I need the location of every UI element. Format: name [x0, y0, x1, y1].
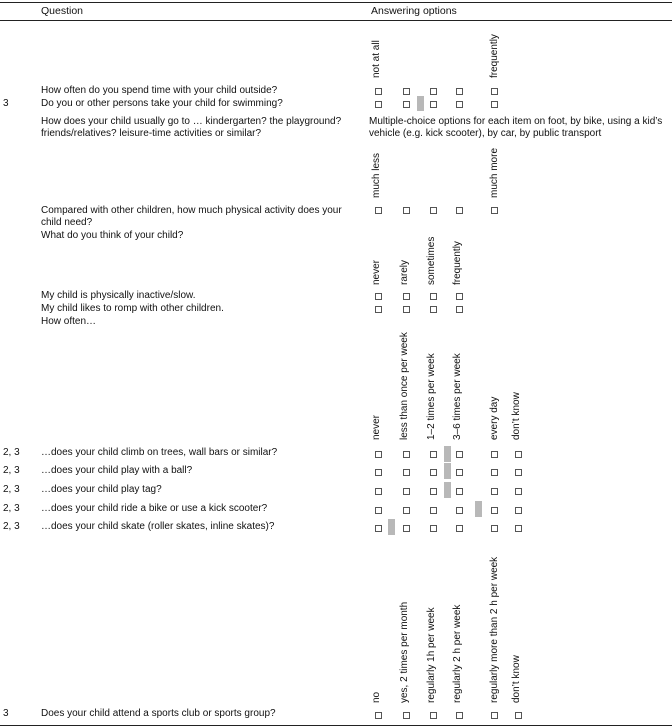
answer-checkbox[interactable]: [515, 488, 522, 495]
scale-label-less-than-once: less than once per week: [399, 332, 410, 440]
answer-checkbox[interactable]: [456, 101, 463, 108]
answer-checkbox[interactable]: [430, 507, 437, 514]
scale-label-no: no: [371, 691, 382, 703]
question-row: Compared with other children, how much physical activity does your child need?: [41, 205, 342, 228]
scale-label-regularly-2h: regularly 2 h per week: [452, 604, 463, 703]
scale-label-regularly-1h: regularly 1h per week: [426, 607, 437, 703]
question-row: …does your child climb on trees, wall bars or similar?: [41, 447, 278, 458]
scale-label-never: never: [371, 414, 382, 440]
answer-checkbox[interactable]: [403, 451, 410, 458]
question-row: …does your child play tag?: [41, 484, 162, 495]
bottom-rule: [0, 725, 672, 726]
scale-label-every-day: every day: [489, 396, 500, 440]
answer-checkbox[interactable]: [403, 507, 410, 514]
question-row: My child likes to romp with other children.: [41, 303, 224, 314]
scale-label-3-6-times: 3–6 times per week: [452, 353, 463, 440]
answer-checkbox[interactable]: [403, 525, 410, 532]
answer-checkbox[interactable]: [430, 712, 437, 719]
answer-checkbox[interactable]: [430, 306, 437, 313]
question-row: …does your child skate (roller skates, inline skates)?: [41, 521, 275, 532]
scale-label-frequently: frequently: [489, 34, 500, 78]
top-rule: [0, 2, 672, 3]
response-mark: [388, 519, 395, 535]
answer-checkbox[interactable]: [456, 88, 463, 95]
question-row: My child is physically inactive/slow.: [41, 290, 196, 301]
answering-options-header: Answering options: [371, 5, 457, 17]
answer-checkbox[interactable]: [456, 507, 463, 514]
answer-checkbox[interactable]: [515, 451, 522, 458]
answer-checkbox[interactable]: [430, 525, 437, 532]
question-row: How does your child usually go to … kindergarten? the playground? friends/relatives? leisure-time activities or similar?: [41, 116, 342, 139]
question-row: How often do you spend time with your child outside?: [41, 85, 278, 96]
answer-checkbox[interactable]: [491, 88, 498, 95]
question-row: Does your child attend a sports club or sports group?: [41, 708, 276, 719]
answer-checkbox[interactable]: [515, 525, 522, 532]
answer-checkbox[interactable]: [375, 488, 382, 495]
answer-checkbox[interactable]: [375, 101, 382, 108]
answer-checkbox[interactable]: [403, 207, 410, 214]
answer-checkbox[interactable]: [375, 451, 382, 458]
answer-checkbox[interactable]: [491, 507, 498, 514]
answer-checkbox[interactable]: [491, 488, 498, 495]
hypothesis-number: 2, 3: [3, 447, 20, 458]
answer-checkbox[interactable]: [430, 88, 437, 95]
response-mark: [444, 463, 451, 479]
answer-checkbox[interactable]: [491, 712, 498, 719]
header-rule: [0, 20, 672, 21]
hypothesis-number: 3: [3, 708, 9, 719]
hypothesis-number: 2, 3: [3, 465, 20, 476]
answer-checkbox[interactable]: [403, 488, 410, 495]
scale-label-much-more: much more: [489, 147, 500, 198]
answer-checkbox[interactable]: [403, 293, 410, 300]
answer-checkbox[interactable]: [456, 525, 463, 532]
scale-label-never: never: [371, 259, 382, 285]
answer-checkbox[interactable]: [430, 293, 437, 300]
scale-label-not-at-all: not at all: [371, 40, 382, 78]
answer-checkbox[interactable]: [403, 469, 410, 476]
answer-checkbox[interactable]: [375, 207, 382, 214]
question-row: Do you or other persons take your child for swimming?: [41, 98, 283, 109]
answer-checkbox[interactable]: [491, 451, 498, 458]
answer-checkbox[interactable]: [375, 507, 382, 514]
scale-label-rarely: rarely: [399, 259, 410, 285]
answer-checkbox[interactable]: [456, 469, 463, 476]
answer-checkbox[interactable]: [375, 88, 382, 95]
answer-checkbox[interactable]: [430, 207, 437, 214]
question-row: …does your child play with a ball?: [41, 465, 193, 476]
answer-checkbox[interactable]: [403, 101, 410, 108]
response-mark: [475, 501, 482, 517]
question-row: How often…: [41, 316, 97, 327]
question-row: What do you think of your child?: [41, 230, 184, 241]
answer-checkbox[interactable]: [375, 712, 382, 719]
answer-checkbox[interactable]: [515, 712, 522, 719]
answer-checkbox[interactable]: [491, 525, 498, 532]
answer-checkbox[interactable]: [375, 469, 382, 476]
answer-checkbox[interactable]: [430, 488, 437, 495]
answer-checkbox[interactable]: [403, 88, 410, 95]
answer-checkbox[interactable]: [491, 101, 498, 108]
answer-checkbox[interactable]: [375, 293, 382, 300]
question-row: …does your child ride a bike or use a kick scooter?: [41, 503, 268, 514]
answer-checkbox[interactable]: [515, 469, 522, 476]
scale-label-more-than-2h: regularly more than 2 h per week: [489, 556, 500, 703]
scale-label-dont-know: don’t know: [511, 655, 522, 703]
answer-checkbox[interactable]: [456, 488, 463, 495]
answer-checkbox[interactable]: [430, 101, 437, 108]
multiple-choice-note: Multiple-choice options for each item on foot, by bike, using a kid’s vehicle (e.g. kick scooter), by car, by public transport: [369, 116, 663, 139]
question-header: Question: [41, 5, 84, 17]
scale-label-sometimes: sometimes: [426, 236, 437, 285]
hypothesis-number: 2, 3: [3, 503, 20, 514]
hypothesis-number: 2, 3: [3, 521, 20, 532]
answer-checkbox[interactable]: [456, 451, 463, 458]
scale-label-1-2-times: 1–2 times per week: [426, 353, 437, 440]
hypothesis-number: 2, 3: [3, 484, 20, 495]
answer-checkbox[interactable]: [456, 293, 463, 300]
response-mark: [444, 482, 451, 498]
answer-checkbox[interactable]: [430, 451, 437, 458]
answer-checkbox[interactable]: [375, 525, 382, 532]
answer-checkbox[interactable]: [403, 306, 410, 313]
answer-checkbox[interactable]: [515, 507, 522, 514]
scale-label-yes-2-times: yes, 2 times per month: [399, 601, 410, 703]
response-mark: [444, 446, 451, 462]
answer-checkbox[interactable]: [491, 469, 498, 476]
hypothesis-number: 3: [3, 98, 9, 109]
scale-label-much-less: much less: [371, 152, 382, 198]
answer-checkbox[interactable]: [375, 306, 382, 313]
scale-label-dont-know: don’t know: [511, 392, 522, 440]
response-mark: [417, 96, 424, 111]
answer-checkbox[interactable]: [456, 306, 463, 313]
answer-checkbox[interactable]: [403, 712, 410, 719]
answer-checkbox[interactable]: [456, 207, 463, 214]
answer-checkbox[interactable]: [456, 712, 463, 719]
scale-label-frequently: frequently: [452, 241, 463, 285]
answer-checkbox[interactable]: [491, 207, 498, 214]
answer-checkbox[interactable]: [430, 469, 437, 476]
